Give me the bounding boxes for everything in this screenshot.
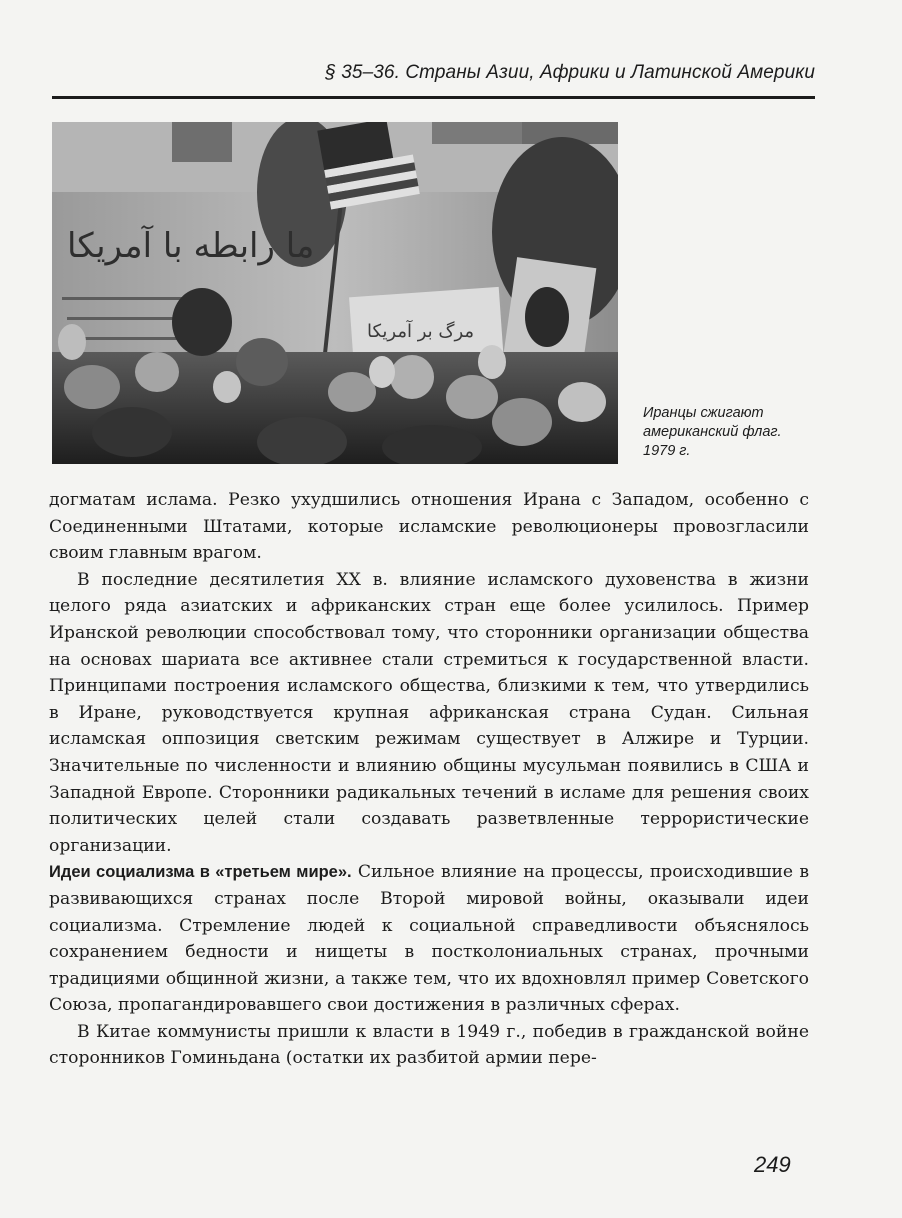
section-heading: Идеи социализма в «третьем мире».: [49, 863, 352, 882]
protest-photo: [52, 122, 618, 464]
page-number: 249: [754, 1152, 791, 1177]
paragraph: [49, 859, 809, 1019]
banner-text: مرگ بر آمریکا: [367, 321, 475, 342]
paragraph: В Китае коммунисты пришли к власти в 1949 г., победив в гражданской войне сторонников Гоминьдана (остатки их разбитой армии пере-: [49, 1021, 809, 1069]
photo-caption: Иранцы сжигают американский флаг. 1979 г.: [643, 405, 782, 459]
wall-slogan: ما رابطه با آمریکا: [67, 226, 315, 266]
paragraph: догматам ислама. Резко ухудшились отношения Ирана с Западом, особенно с Соединенными Штатами, которые исламские революционеры провозгласили своим главным врагом.: [49, 490, 809, 564]
paragraph-text: Сильное влияние на процессы, происходившие в развивающихся странах после Второй мировой войны, оказывали идеи социализма. Стремление людей к социальной справедливости объяснялось сохранением бедности и нищеты в постколониальных странах, прочными традициями общинной жизни, а также тем, что их вдохновлял пример Советского Союза, пропагандировавшего свои достижения в различных сферах.: [49, 862, 809, 1016]
header-rule: [52, 96, 815, 99]
running-title: § 35–36. Страны Азии, Африки и Латинской Америки: [325, 62, 815, 83]
body-text: [49, 487, 809, 1072]
paragraph: В последние десятилетия XX в. влияние исламского духовенства в жизни целого ряда азиатских и африканских стран еще более усилилось. Пример Иранской революции способствовал тому, что сторонники организации общества на основах шариата все активнее стали стремиться к государственной власти. Принципами построения исламского общества, близкими к тем, что утвердились в Иране, руководствуется крупная африканская страна Судан. Сильная исламская оппозиция светским режимам существует в Алжире и Турции. Значительные по численности и влиянию общины мусульман появились в США и Западной Европе. Сторонники радикальных течений в исламе для решения своих политических целей стали создавать разветвленные террористические организации.: [49, 569, 809, 856]
